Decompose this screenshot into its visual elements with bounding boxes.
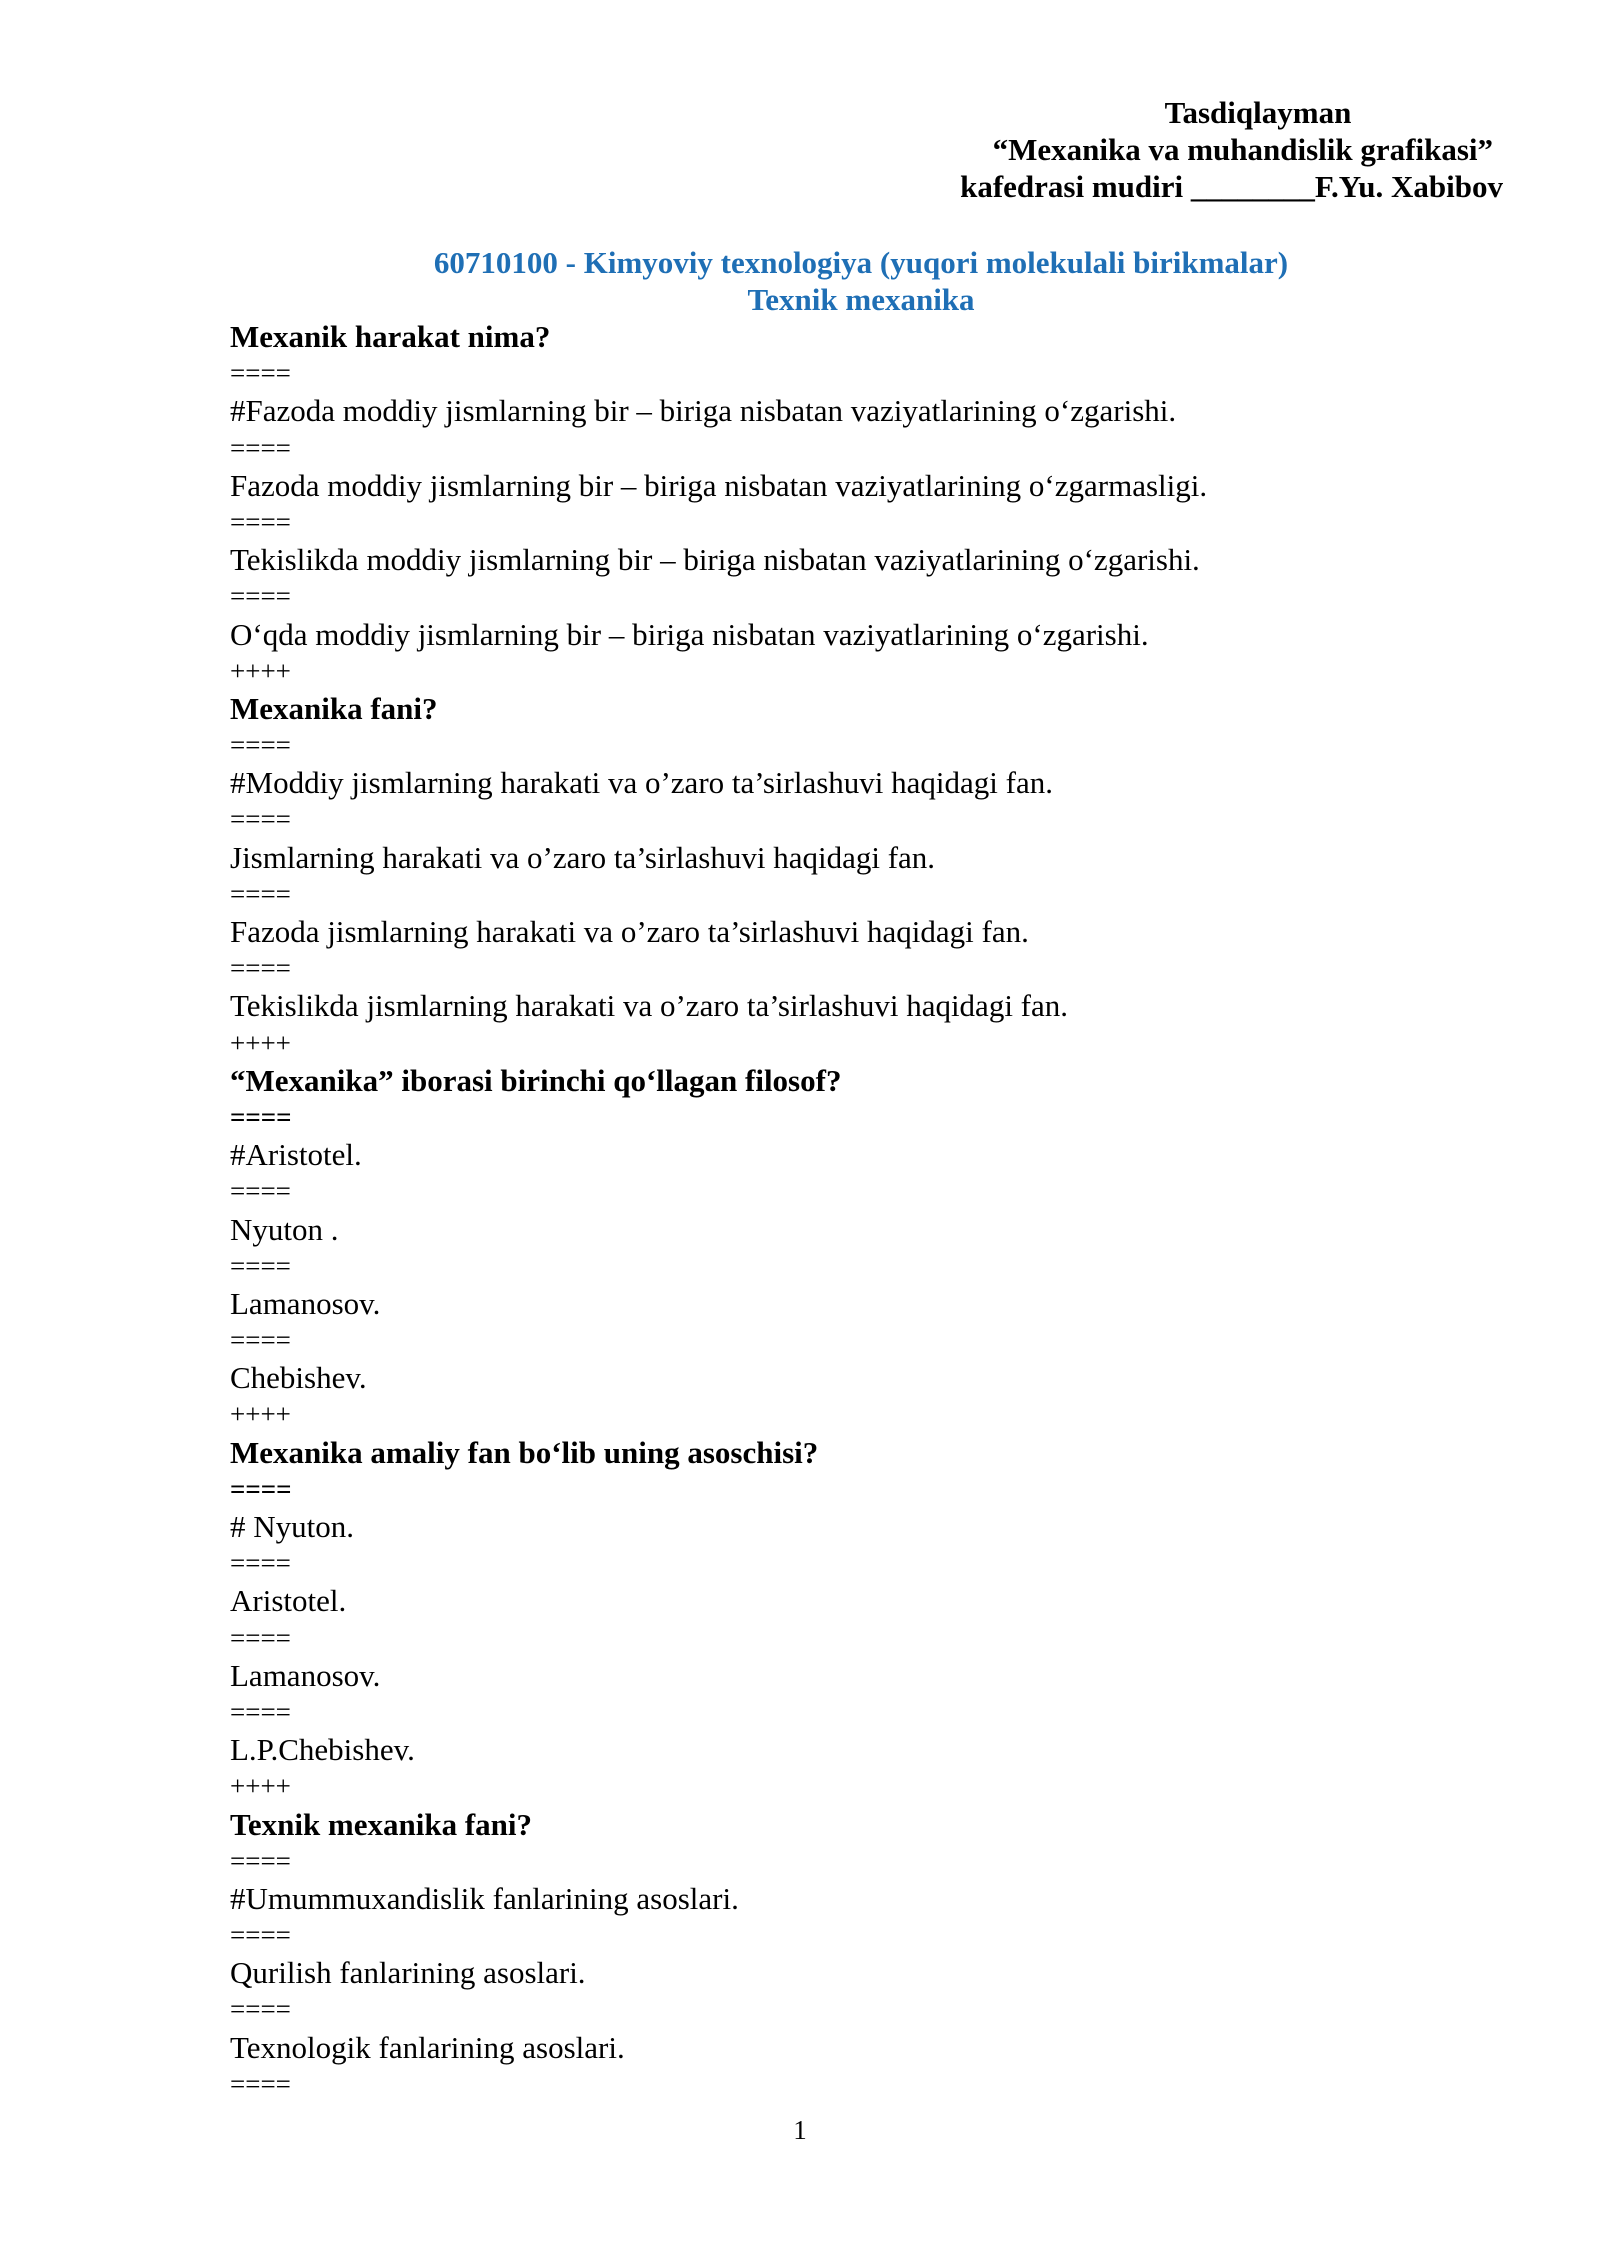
approval-signature-line: kafedrasi mudiri ________F.Yu. Xabibov — [960, 169, 1503, 204]
answer-separator: ==== — [230, 506, 291, 537]
question-text: Mexanika amaliy fan bo‘lib uning asoschisi? — [230, 1434, 819, 1470]
approval-title: Tasdiqlayman — [1164, 95, 1352, 130]
answer-option: Fazoda moddiy jismlarning bir – biriga nisbatan vaziyatlarining o‘zgarmasligi. — [230, 467, 1208, 503]
answer-separator: ==== — [230, 1994, 291, 2025]
question-text: “Mexanika” iborasi birinchi qo‘llagan filosof? — [230, 1062, 842, 1098]
answer-separator: ==== — [230, 1696, 291, 1727]
answer-option: Lamanosov. — [230, 1285, 381, 1321]
question-block — [230, 1434, 1500, 1806]
question-end-marker: ++++ — [230, 1027, 291, 1058]
answer-option: #Umummuxandislik fanlarining asoslari. — [230, 1880, 739, 1916]
approval-block — [863, 94, 1503, 205]
question-block — [230, 690, 1500, 1062]
answer-separator: ==== — [230, 804, 291, 835]
question-end-marker: ++++ — [230, 1399, 291, 1430]
answer-separator: ==== — [230, 878, 291, 909]
answer-option: Tekislikda jismlarning harakati va o’zaro ta’sirlashuvi haqidagi fan. — [230, 988, 1069, 1024]
answer-separator: ==== — [230, 1250, 291, 1281]
answer-option: Chebishev. — [230, 1360, 367, 1396]
answer-option: Lamanosov. — [230, 1657, 381, 1693]
question-text: Texnik mexanika fani? — [230, 1806, 533, 1842]
answer-separator: ==== — [230, 730, 291, 761]
answer-separator: ==== — [230, 432, 291, 463]
answer-separator: ==== — [230, 358, 291, 389]
approval-department: “Mexanika va muhandislik grafikasi” — [992, 132, 1493, 167]
answer-option: Fazoda jismlarning harakati va o’zaro ta’sirlashuvi haqidagi fan. — [230, 914, 1029, 949]
answer-separator: ==== — [230, 1325, 291, 1356]
answer-option: # Nyuton. — [230, 1509, 354, 1544]
answer-option: Aristotel. — [230, 1583, 347, 1619]
answer-option: Qurilish fanlarining asoslari. — [230, 1955, 586, 1991]
page-number: 1 — [793, 2115, 807, 2145]
answer-option: #Fazoda moddiy jismlarning bir – biriga nisbatan vaziyatlarining o‘zgarishi. — [230, 393, 1177, 429]
answer-option: Tekislikda moddiy jismlarning bir – biriga nisbatan vaziyatlarining o‘zgarishi. — [230, 542, 1200, 578]
question-end-marker: ++++ — [230, 655, 291, 686]
answer-option: Nyuton . — [230, 1211, 339, 1247]
question-text: Mexanika fani? — [230, 690, 438, 726]
answer-option: O‘qda moddiy jismlarning bir – biriga nisbatan vaziyatlarining o‘zgarishi. — [230, 616, 1149, 652]
answer-separator: ==== — [230, 581, 291, 612]
question-block — [230, 1806, 1500, 2104]
answer-separator: ==== — [230, 1622, 291, 1653]
subject-title: Texnik mexanika — [747, 282, 975, 317]
answer-separator: ==== — [230, 953, 291, 984]
answer-separator: ==== — [230, 1845, 291, 1876]
answer-option: Jismlarning harakati va o’zaro ta’sirlashuvi haqidagi fan. — [230, 839, 936, 875]
answer-option: #Aristotel. — [230, 1137, 362, 1173]
question-block — [230, 318, 1500, 690]
answer-separator: ==== — [230, 1101, 292, 1132]
answer-separator: ==== — [230, 2068, 291, 2099]
question-block — [230, 1062, 1500, 1434]
question-text: Mexanik harakat nima? — [230, 319, 551, 354]
question-list — [230, 318, 1500, 2103]
document-heading — [230, 244, 1492, 318]
program-title: 60710100 - Kimyoviy texnologiya (yuqori molekulali birikmalar) — [433, 245, 1289, 280]
answer-separator: ==== — [230, 1473, 292, 1504]
answer-option: #Moddiy jismlarning harakati va o’zaro ta’sirlashuvi haqidagi fan. — [230, 765, 1053, 801]
answer-separator: ==== — [230, 1548, 291, 1579]
answer-separator: ==== — [230, 1920, 291, 1951]
answer-option: L.P.Chebishev. — [230, 1732, 415, 1768]
answer-option: Texnologik fanlarining asoslari. — [230, 2029, 625, 2065]
answer-separator: ==== — [230, 1176, 291, 1207]
question-end-marker: ++++ — [230, 1771, 291, 1802]
